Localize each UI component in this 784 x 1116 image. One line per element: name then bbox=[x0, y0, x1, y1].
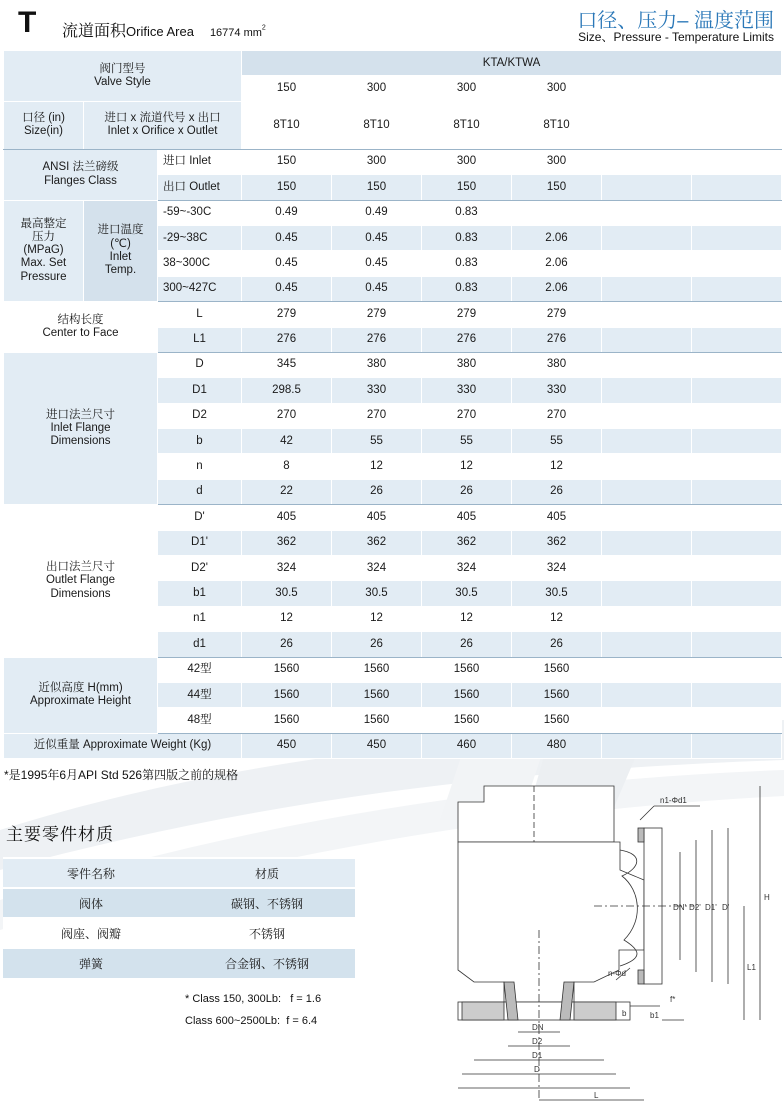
table-cell bbox=[602, 429, 692, 454]
table-cell: 0.83 bbox=[422, 225, 512, 250]
table-cell: 362 bbox=[512, 530, 602, 555]
table-cell: 26 bbox=[512, 479, 602, 504]
materials-title: 主要零件材质 bbox=[6, 825, 114, 844]
size-label bbox=[4, 101, 84, 149]
table-cell: 12 bbox=[512, 606, 602, 631]
label-d2-prime: D2' bbox=[689, 903, 701, 912]
table-cell: 22 bbox=[242, 479, 332, 504]
label-n1-d1: n1-Φd1 bbox=[660, 796, 687, 805]
temp-unit: (℃) bbox=[110, 237, 131, 250]
table-cell bbox=[692, 606, 782, 631]
table-cell: 8 bbox=[242, 454, 332, 479]
table-cell: 279 bbox=[332, 302, 422, 327]
label-n-d: n-Φd bbox=[608, 969, 626, 978]
row-label: D2' bbox=[158, 556, 242, 581]
size-pressure-table bbox=[3, 50, 782, 759]
table-cell: 270 bbox=[512, 403, 602, 428]
table-cell bbox=[692, 556, 782, 581]
label-d-prime: D' bbox=[722, 903, 730, 912]
outlet-flange-label bbox=[4, 505, 158, 657]
table-cell: 405 bbox=[332, 505, 422, 530]
label-l: L bbox=[594, 1091, 599, 1100]
pressure-en-2: Pressure bbox=[20, 270, 67, 283]
table-cell: 300 bbox=[422, 149, 512, 174]
factor-1-value: f = 1.6 bbox=[290, 993, 322, 1005]
inlet-flange-en-1: Inlet Flange bbox=[50, 421, 111, 434]
row-label: d1 bbox=[158, 632, 242, 657]
table-cell bbox=[602, 708, 692, 733]
table-cell: 279 bbox=[512, 302, 602, 327]
orifice-area-en: Orifice Area bbox=[126, 24, 194, 39]
table-cell: 0.45 bbox=[242, 225, 332, 250]
table-cell: 26 bbox=[332, 632, 422, 657]
table-cell bbox=[602, 76, 692, 101]
outlet-flange-en-2: Dimensions bbox=[50, 587, 111, 600]
inlet-flange-cn: 进口法兰尺寸 bbox=[46, 408, 115, 421]
table-row bbox=[4, 149, 782, 174]
inlet-flange-label bbox=[4, 352, 158, 504]
table-cell: 150 bbox=[332, 175, 422, 200]
size-label-cn: 口径 (in) bbox=[22, 112, 65, 125]
size-desc-en: Inlet x Orifice x Outlet bbox=[107, 125, 218, 138]
table-cell: 276 bbox=[512, 327, 602, 352]
table-cell: 330 bbox=[512, 378, 602, 403]
table-cell bbox=[602, 276, 692, 301]
table-cell bbox=[692, 76, 782, 101]
table-cell: 0.45 bbox=[332, 225, 422, 250]
table-cell: 276 bbox=[332, 327, 422, 352]
row-label: L1 bbox=[158, 327, 242, 352]
table-cell: 2.06 bbox=[512, 251, 602, 276]
table-cell bbox=[692, 276, 782, 301]
label-l1: L1 bbox=[747, 963, 756, 972]
table-cell bbox=[692, 581, 782, 606]
table-cell: 362 bbox=[332, 530, 422, 555]
factor-1-label: * Class 150, 300Lb: bbox=[185, 993, 282, 1005]
table-cell: 362 bbox=[422, 530, 512, 555]
table-cell: 324 bbox=[422, 556, 512, 581]
table-cell: 276 bbox=[242, 327, 332, 352]
outlet-flange-en-1: Outlet Flange bbox=[45, 574, 116, 587]
table-cell: 2.06 bbox=[512, 276, 602, 301]
table-cell: 150 bbox=[512, 175, 602, 200]
table-row bbox=[4, 352, 782, 377]
table-cell: 362 bbox=[242, 530, 332, 555]
orifice-area-heading bbox=[62, 18, 266, 41]
table-cell: 55 bbox=[512, 429, 602, 454]
outlet-flange-cn: 出口法兰尺寸 bbox=[46, 561, 115, 574]
table-row bbox=[4, 51, 782, 76]
table-cell bbox=[692, 352, 782, 377]
pressure-unit: (MPaG) bbox=[23, 244, 64, 257]
section-title-cn: 口径、压力– 温度范围 bbox=[577, 10, 774, 32]
table-cell bbox=[602, 302, 692, 327]
series-letter: T bbox=[18, 6, 37, 39]
table-cell: 380 bbox=[422, 352, 512, 377]
table-cell: 300 bbox=[512, 76, 602, 101]
label-b1: b1 bbox=[650, 1011, 659, 1020]
table-cell bbox=[602, 556, 692, 581]
table-cell: 1560 bbox=[512, 682, 602, 707]
table-cell: 380 bbox=[512, 352, 602, 377]
table-cell bbox=[692, 378, 782, 403]
table-cell: 279 bbox=[422, 302, 512, 327]
table-cell: 330 bbox=[422, 378, 512, 403]
material-value: 合金钢、不锈钢 bbox=[179, 948, 355, 978]
table-cell bbox=[602, 327, 692, 352]
table-cell: 0.49 bbox=[242, 200, 332, 225]
size-desc-cn: 进口 x 流道代号 x 出口 bbox=[104, 112, 221, 125]
pressure-cn-1: 最高整定 bbox=[20, 217, 67, 230]
height-en: Approximate Height bbox=[30, 695, 131, 708]
table-cell: 1560 bbox=[242, 657, 332, 682]
row-label: D1 bbox=[158, 378, 242, 403]
valve-style-cn: 阀门型号 bbox=[99, 62, 146, 75]
table-cell: 0.45 bbox=[332, 251, 422, 276]
label-dn-prime: DN' bbox=[673, 903, 687, 912]
table-cell bbox=[602, 632, 692, 657]
row-label: 48型 bbox=[158, 708, 242, 733]
table-cell bbox=[692, 657, 782, 682]
pressure-en-1: Max. Set bbox=[20, 257, 67, 270]
table-cell bbox=[602, 530, 692, 555]
table-cell: 1560 bbox=[512, 657, 602, 682]
temp-range: -29~38C bbox=[158, 225, 242, 250]
table-cell: 330 bbox=[332, 378, 422, 403]
table-cell: 480 bbox=[512, 733, 602, 758]
factor-2-label: Class 600~2500Lb: bbox=[185, 1015, 281, 1027]
table-cell: 30.5 bbox=[512, 581, 602, 606]
table-cell: 460 bbox=[422, 733, 512, 758]
temp-range: -59~-30C bbox=[158, 200, 242, 225]
table-cell bbox=[602, 733, 692, 758]
table-cell: 405 bbox=[512, 505, 602, 530]
table-cell: 300 bbox=[512, 149, 602, 174]
valve-style-header bbox=[4, 51, 242, 102]
table-cell bbox=[692, 479, 782, 504]
center-to-face-label bbox=[4, 302, 158, 353]
label-d1: D1 bbox=[532, 1051, 543, 1060]
row-label: d bbox=[158, 479, 242, 504]
table-cell bbox=[602, 682, 692, 707]
size-label-en: Size(in) bbox=[24, 125, 63, 138]
orifice-area-sup: 2 bbox=[261, 24, 266, 32]
table-cell: 270 bbox=[422, 403, 512, 428]
table-cell bbox=[512, 200, 602, 225]
table-cell bbox=[602, 175, 692, 200]
valve-style-en: Valve Style bbox=[94, 75, 151, 88]
inlet-temp-label bbox=[84, 200, 158, 302]
table-cell: 276 bbox=[422, 327, 512, 352]
table-cell bbox=[692, 454, 782, 479]
row-label: b bbox=[158, 429, 242, 454]
table-cell: 8T10 bbox=[422, 101, 512, 149]
table-cell: 450 bbox=[332, 733, 422, 758]
table-cell bbox=[692, 429, 782, 454]
table-cell bbox=[602, 251, 692, 276]
table-cell: 30.5 bbox=[242, 581, 332, 606]
table-cell: 12 bbox=[422, 454, 512, 479]
table-cell bbox=[692, 200, 782, 225]
table-cell: 1560 bbox=[332, 682, 422, 707]
row-label: D' bbox=[158, 505, 242, 530]
table-cell bbox=[692, 733, 782, 758]
temp-en-2: Temp. bbox=[104, 264, 137, 277]
table-cell bbox=[602, 225, 692, 250]
table-row bbox=[4, 302, 782, 327]
row-label: n bbox=[158, 454, 242, 479]
table-cell: 150 bbox=[242, 76, 332, 101]
ansi-cn: ANSI 法兰磅级 bbox=[42, 161, 119, 174]
table-cell: 1560 bbox=[422, 708, 512, 733]
table-cell: 279 bbox=[242, 302, 332, 327]
table-cell: 30.5 bbox=[332, 581, 422, 606]
table-cell: 2.06 bbox=[512, 225, 602, 250]
table-cell: 405 bbox=[422, 505, 512, 530]
row-label: D bbox=[158, 352, 242, 377]
table-cell: 1560 bbox=[332, 657, 422, 682]
size-desc bbox=[84, 101, 242, 149]
table-cell bbox=[602, 657, 692, 682]
table-cell: 0.45 bbox=[242, 276, 332, 301]
valve-section-drawing bbox=[444, 780, 774, 1110]
table-cell: 55 bbox=[422, 429, 512, 454]
label-f: f* bbox=[670, 995, 676, 1004]
table-cell: 345 bbox=[242, 352, 332, 377]
orifice-area-value: 16774 mm bbox=[209, 27, 262, 39]
table-cell: 26 bbox=[512, 632, 602, 657]
table-cell: 150 bbox=[242, 149, 332, 174]
material-part: 弹簧 bbox=[3, 948, 179, 978]
temp-range: 38~300C bbox=[158, 251, 242, 276]
material-value: 不锈钢 bbox=[179, 918, 355, 948]
table-cell bbox=[602, 581, 692, 606]
table-cell bbox=[602, 479, 692, 504]
ctf-en: Center to Face bbox=[42, 327, 119, 340]
table-cell: 450 bbox=[242, 733, 332, 758]
table-cell: 324 bbox=[242, 556, 332, 581]
table-cell: 12 bbox=[332, 454, 422, 479]
table-cell bbox=[602, 454, 692, 479]
material-value: 碳钢、不锈钢 bbox=[179, 888, 355, 918]
table-cell: 8T10 bbox=[242, 101, 332, 149]
label-d: D bbox=[534, 1065, 540, 1074]
table-cell bbox=[602, 200, 692, 225]
label-h: H bbox=[764, 893, 770, 902]
table-cell: 150 bbox=[242, 175, 332, 200]
table-cell: 380 bbox=[332, 352, 422, 377]
section-title-en: Size、Pressure - Temperature Limits bbox=[578, 30, 774, 44]
label-d1-prime: D1' bbox=[705, 903, 717, 912]
label-dn: DN bbox=[532, 1023, 544, 1032]
api-footnote: *是1995年6月API Std 526第四版之前的规格 bbox=[4, 768, 239, 782]
table-cell bbox=[602, 403, 692, 428]
table-row bbox=[4, 505, 782, 530]
table-cell: 405 bbox=[242, 505, 332, 530]
orifice-area-cn: 流道面积 bbox=[62, 23, 127, 40]
table-row bbox=[3, 858, 355, 888]
table-cell bbox=[692, 101, 782, 149]
table-cell: 26 bbox=[422, 479, 512, 504]
table-row bbox=[4, 657, 782, 682]
table-cell bbox=[602, 352, 692, 377]
table-cell bbox=[602, 378, 692, 403]
table-cell: 12 bbox=[332, 606, 422, 631]
table-cell: 12 bbox=[422, 606, 512, 631]
table-cell: 1560 bbox=[422, 682, 512, 707]
temp-range: 300~427C bbox=[158, 276, 242, 301]
table-cell: 26 bbox=[242, 632, 332, 657]
table-cell: 42 bbox=[242, 429, 332, 454]
table-cell: 150 bbox=[422, 175, 512, 200]
table-cell: 298.5 bbox=[242, 378, 332, 403]
material-part: 阀体 bbox=[3, 888, 179, 918]
table-cell bbox=[602, 606, 692, 631]
table-cell: 8T10 bbox=[332, 101, 422, 149]
table-cell: 1560 bbox=[422, 657, 512, 682]
material-part: 阀座、阀瓣 bbox=[3, 918, 179, 948]
table-cell bbox=[692, 149, 782, 174]
table-cell: 324 bbox=[512, 556, 602, 581]
table-cell bbox=[692, 505, 782, 530]
table-cell bbox=[692, 327, 782, 352]
table-cell bbox=[692, 530, 782, 555]
table-cell: 1560 bbox=[512, 708, 602, 733]
table-cell: 300 bbox=[332, 76, 422, 101]
factor-2-value: f = 6.4 bbox=[286, 1015, 318, 1027]
table-cell bbox=[692, 682, 782, 707]
table-cell: 0.83 bbox=[422, 251, 512, 276]
table-cell bbox=[692, 225, 782, 250]
materials-head-material: 材质 bbox=[179, 858, 355, 888]
table-row bbox=[3, 888, 355, 918]
approx-height-label bbox=[4, 657, 158, 733]
temp-cn: 进口温度 bbox=[97, 224, 144, 237]
table-cell bbox=[692, 403, 782, 428]
table-cell: 0.83 bbox=[422, 276, 512, 301]
label-d2: D2 bbox=[532, 1037, 543, 1046]
inlet-flange-en-2: Dimensions bbox=[50, 435, 111, 448]
table-cell bbox=[602, 149, 692, 174]
table-cell bbox=[692, 632, 782, 657]
table-cell: 30.5 bbox=[422, 581, 512, 606]
table-cell: 26 bbox=[332, 479, 422, 504]
table-cell: 1560 bbox=[242, 682, 332, 707]
table-cell bbox=[602, 101, 692, 149]
row-label: b1 bbox=[158, 581, 242, 606]
model-header: KTA/KTWA bbox=[242, 51, 782, 76]
temp-en-1: Inlet bbox=[109, 250, 132, 263]
table-cell: 270 bbox=[242, 403, 332, 428]
table-cell: 0.45 bbox=[242, 251, 332, 276]
max-set-pressure-label bbox=[4, 200, 84, 302]
flange-factor-notes bbox=[185, 988, 321, 1032]
row-label: 44型 bbox=[158, 682, 242, 707]
ctf-cn: 结构长度 bbox=[57, 313, 104, 326]
row-label: n1 bbox=[158, 606, 242, 631]
factor-line-2 bbox=[185, 1010, 321, 1032]
table-cell bbox=[602, 505, 692, 530]
ansi-en: Flanges Class bbox=[44, 174, 117, 187]
table-row bbox=[4, 733, 782, 758]
table-cell: 270 bbox=[332, 403, 422, 428]
table-cell bbox=[692, 251, 782, 276]
table-row bbox=[3, 948, 355, 978]
table-row bbox=[4, 200, 782, 225]
table-cell bbox=[692, 708, 782, 733]
table-cell: 26 bbox=[422, 632, 512, 657]
table-cell: 300 bbox=[332, 149, 422, 174]
table-cell: 12 bbox=[512, 454, 602, 479]
factor-line-1 bbox=[185, 988, 321, 1010]
table-cell: 1560 bbox=[332, 708, 422, 733]
row-label: 42型 bbox=[158, 657, 242, 682]
row-label: D1' bbox=[158, 530, 242, 555]
table-cell: 300 bbox=[422, 76, 512, 101]
approx-weight-label: 近似重量 Approximate Weight (Kg) bbox=[4, 733, 242, 758]
table-cell: 0.45 bbox=[332, 276, 422, 301]
inlet-label: 进口 Inlet bbox=[158, 149, 242, 174]
row-label: L bbox=[158, 302, 242, 327]
table-row bbox=[3, 918, 355, 948]
table-cell: 55 bbox=[332, 429, 422, 454]
table-cell bbox=[692, 175, 782, 200]
table-cell bbox=[692, 302, 782, 327]
table-row bbox=[4, 101, 782, 149]
table-cell: 12 bbox=[242, 606, 332, 631]
table-cell: 8T10 bbox=[512, 101, 602, 149]
materials-head-name: 零件名称 bbox=[3, 858, 179, 888]
table-cell: 324 bbox=[332, 556, 422, 581]
table-cell: 0.83 bbox=[422, 200, 512, 225]
table-cell: 1560 bbox=[242, 708, 332, 733]
label-b: b bbox=[622, 1009, 627, 1018]
materials-table bbox=[3, 857, 355, 978]
outlet-label: 出口 Outlet bbox=[158, 175, 242, 200]
row-label: D2 bbox=[158, 403, 242, 428]
table-cell: 0.49 bbox=[332, 200, 422, 225]
pressure-cn-2: 压力 bbox=[32, 231, 55, 244]
ansi-class-label bbox=[4, 149, 158, 200]
height-cn: 近似高度 H(mm) bbox=[38, 681, 123, 694]
